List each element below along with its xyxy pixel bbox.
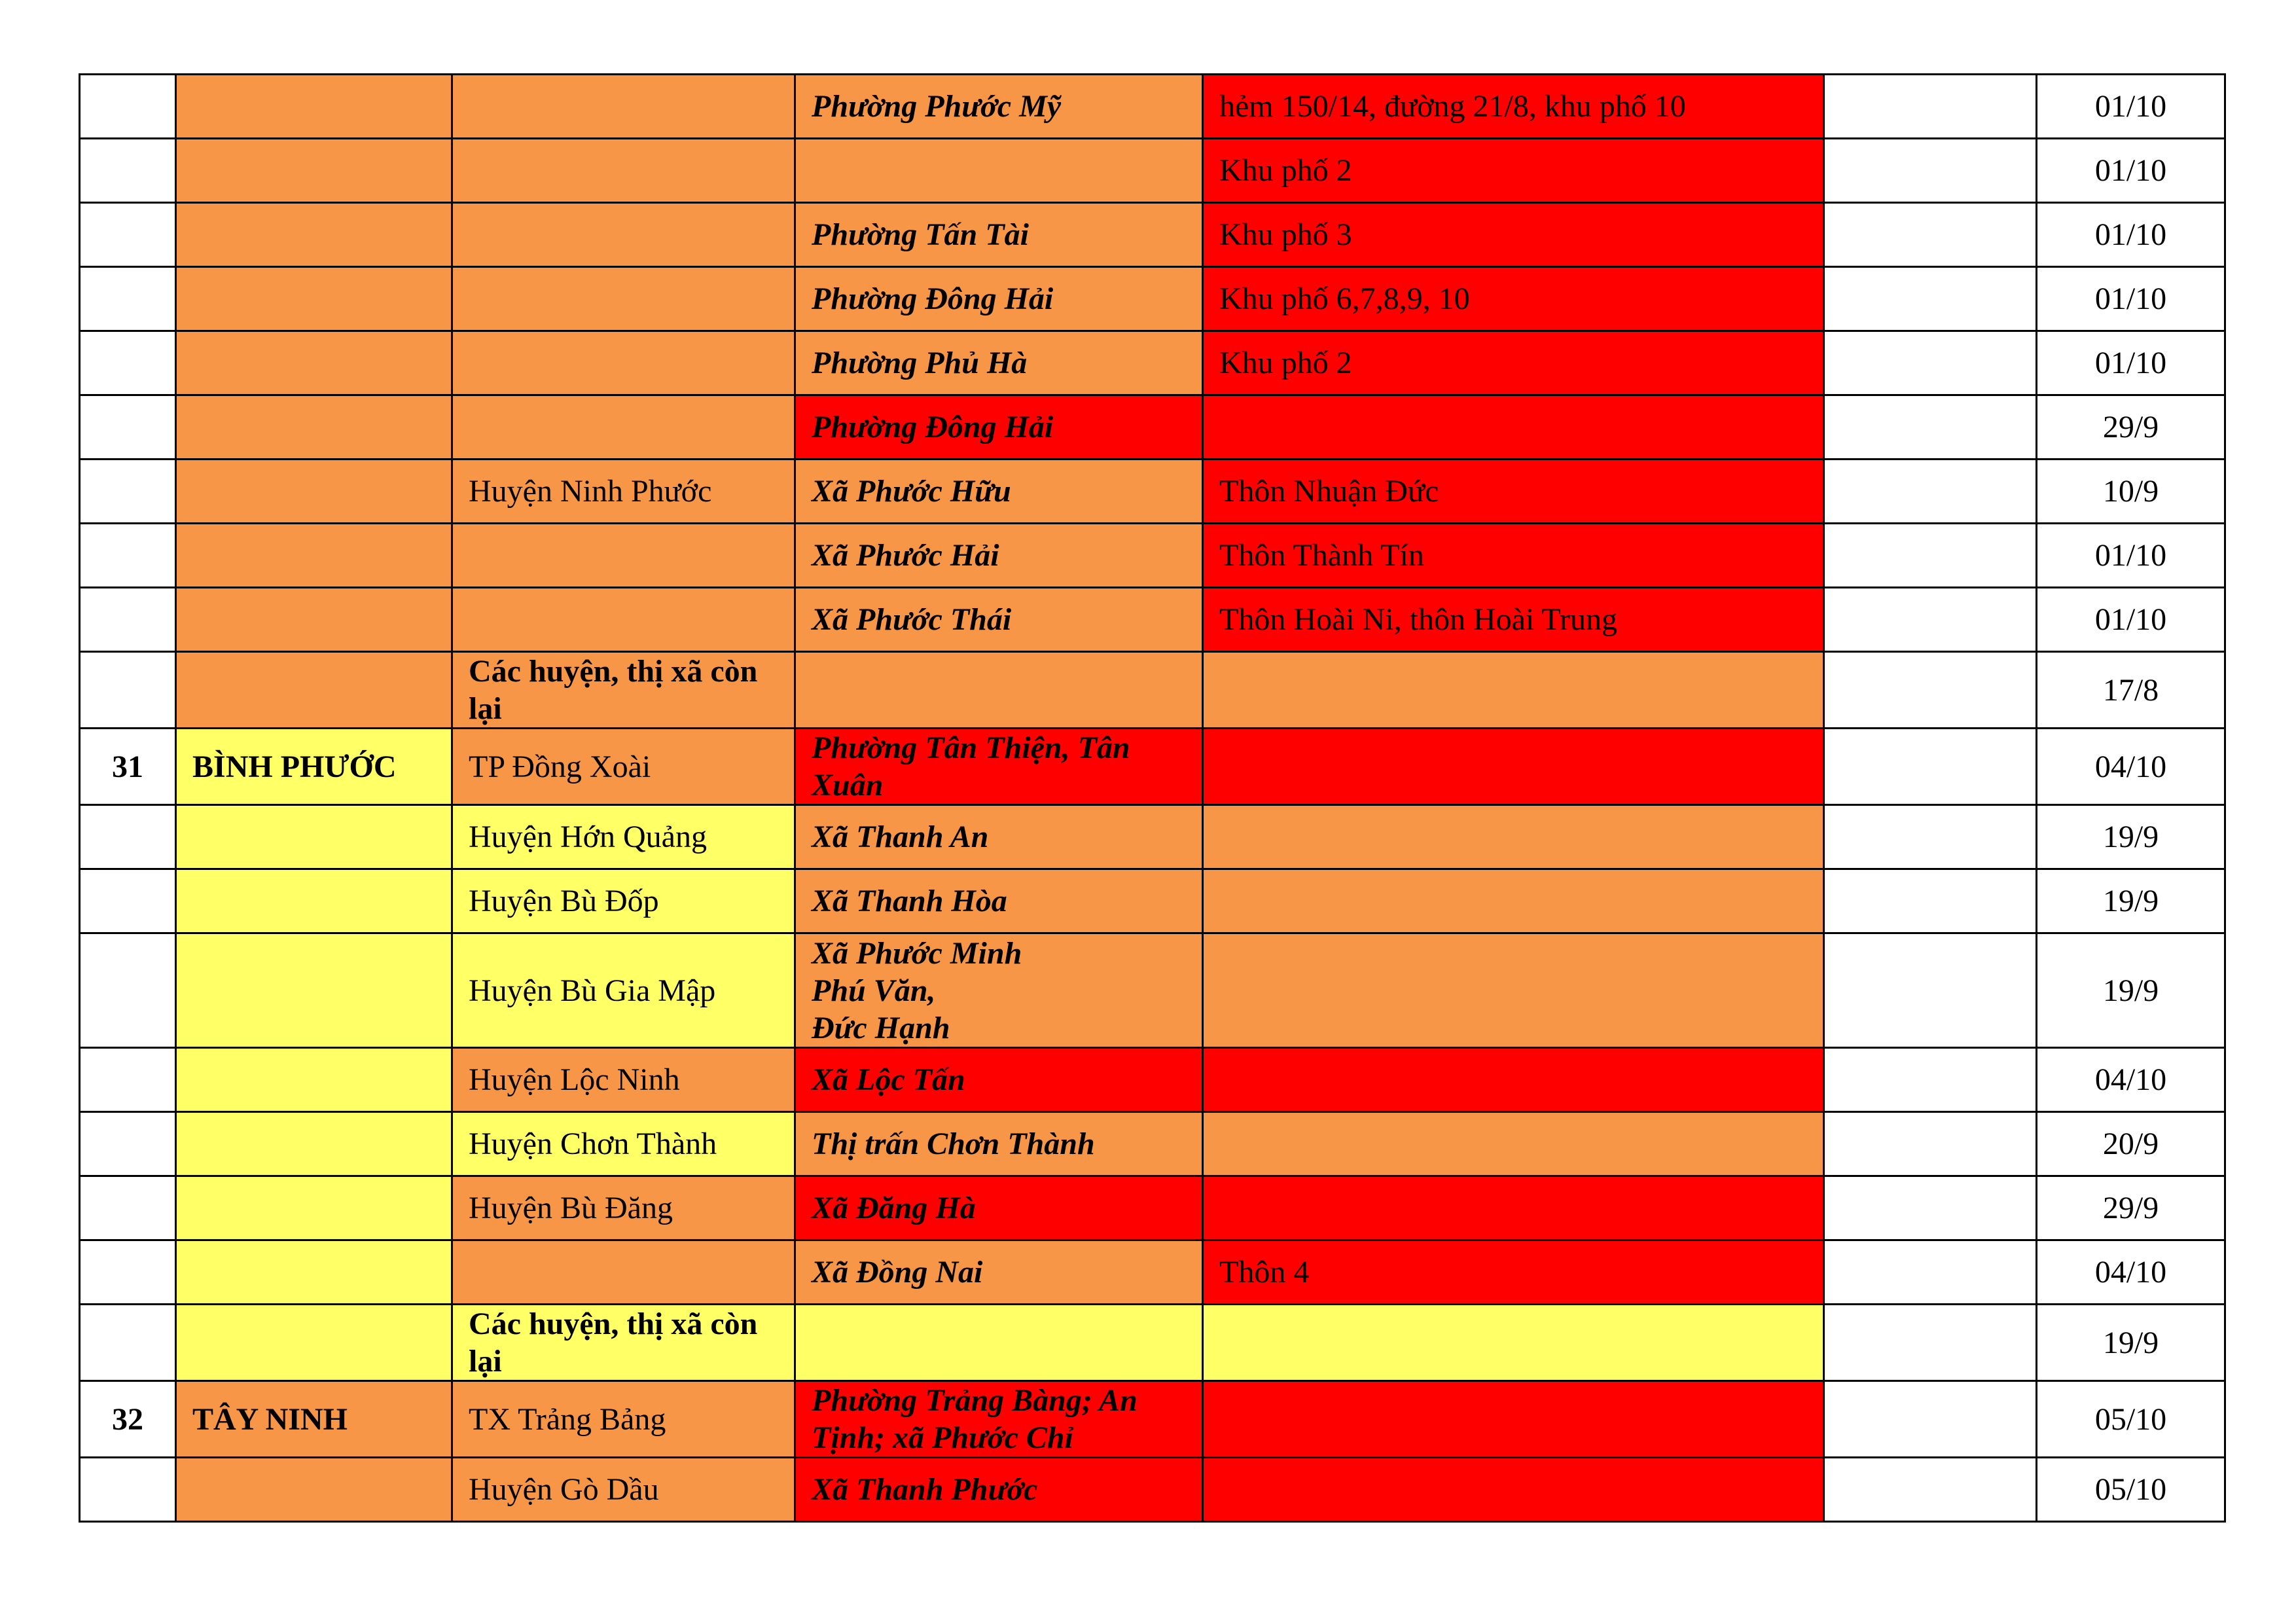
extra-cell — [1824, 331, 2037, 395]
extra-cell — [1824, 1048, 2037, 1112]
district-cell: Huyện Lộc Ninh — [452, 1048, 795, 1112]
date-cell: 19/9 — [2037, 1305, 2225, 1381]
detail-cell: Thôn 4 — [1203, 1240, 1824, 1305]
stt-cell — [80, 75, 176, 139]
covid-zone-table — [79, 73, 2226, 1523]
ward-cell: Phường Tấn Tài — [795, 203, 1203, 267]
extra-cell — [1824, 267, 2037, 331]
district-cell: Huyện Gò Dầu — [452, 1458, 795, 1522]
date-cell: 04/10 — [2037, 1048, 2225, 1112]
district-cell: Các huyện, thị xã còn lại — [452, 652, 795, 729]
ward-cell: Thị trấn Chơn Thành — [795, 1112, 1203, 1176]
table-row — [80, 460, 2225, 524]
date-cell: 10/9 — [2037, 460, 2225, 524]
detail-cell: Khu phố 2 — [1203, 139, 1824, 203]
stt-cell — [80, 1176, 176, 1240]
ward-cell: Xã Phước Hải — [795, 524, 1203, 588]
district-cell — [452, 139, 795, 203]
extra-cell — [1824, 588, 2037, 652]
province-cell: BÌNH PHƯỚC — [176, 729, 452, 805]
district-cell — [452, 588, 795, 652]
date-cell: 01/10 — [2037, 139, 2225, 203]
province-cell — [176, 1176, 452, 1240]
detail-cell: hẻm 150/14, đường 21/8, khu phố 10 — [1203, 75, 1824, 139]
date-cell: 01/10 — [2037, 267, 2225, 331]
stt-cell — [80, 1048, 176, 1112]
district-cell — [452, 395, 795, 460]
table-row — [80, 805, 2225, 869]
extra-cell — [1824, 460, 2037, 524]
stt-cell — [80, 460, 176, 524]
detail-cell — [1203, 933, 1824, 1048]
date-cell: 29/9 — [2037, 395, 2225, 460]
province-cell — [176, 588, 452, 652]
district-cell: Huyện Bù Gia Mập — [452, 933, 795, 1048]
province-cell — [176, 869, 452, 933]
table-row — [80, 1381, 2225, 1458]
date-cell: 01/10 — [2037, 331, 2225, 395]
stt-cell: 31 — [80, 729, 176, 805]
extra-cell — [1824, 75, 2037, 139]
detail-cell — [1203, 729, 1824, 805]
district-cell: Huyện Hớn Quảng — [452, 805, 795, 869]
table-row — [80, 869, 2225, 933]
stt-cell — [80, 267, 176, 331]
district-cell: TP Đồng Xoài — [452, 729, 795, 805]
stt-cell — [80, 1240, 176, 1305]
stt-cell — [80, 588, 176, 652]
province-cell — [176, 1112, 452, 1176]
district-cell: Các huyện, thị xã còn lại — [452, 1305, 795, 1381]
detail-cell — [1203, 1048, 1824, 1112]
district-cell: Huyện Ninh Phước — [452, 460, 795, 524]
ward-cell: Xã Thanh Hòa — [795, 869, 1203, 933]
table-row — [80, 588, 2225, 652]
province-cell — [176, 203, 452, 267]
date-cell: 19/9 — [2037, 933, 2225, 1048]
stt-cell — [80, 331, 176, 395]
ward-cell: Phường Tân Thiện, Tân Xuân — [795, 729, 1203, 805]
stt-cell — [80, 1112, 176, 1176]
ward-cell: Phường Đông Hải — [795, 267, 1203, 331]
detail-cell: Thôn Nhuận Đức — [1203, 460, 1824, 524]
province-cell — [176, 1048, 452, 1112]
table-row — [80, 729, 2225, 805]
stt-cell — [80, 1458, 176, 1522]
date-cell: 20/9 — [2037, 1112, 2225, 1176]
stt-cell — [80, 805, 176, 869]
ward-cell — [795, 933, 1203, 1048]
table-row — [80, 1176, 2225, 1240]
date-cell: 04/10 — [2037, 729, 2225, 805]
stt-cell — [80, 139, 176, 203]
ward-cell — [795, 652, 1203, 729]
extra-cell — [1824, 869, 2037, 933]
date-cell: 01/10 — [2037, 588, 2225, 652]
table-row — [80, 267, 2225, 331]
stt-cell — [80, 395, 176, 460]
stt-cell — [80, 652, 176, 729]
province-cell — [176, 139, 452, 203]
detail-cell — [1203, 869, 1824, 933]
table-row — [80, 524, 2225, 588]
province-cell — [176, 805, 452, 869]
extra-cell — [1824, 1112, 2037, 1176]
province-cell — [176, 1458, 452, 1522]
stt-cell — [80, 933, 176, 1048]
province-cell — [176, 933, 452, 1048]
date-cell: 04/10 — [2037, 1240, 2225, 1305]
province-cell — [176, 524, 452, 588]
ward-cell: Phường Phước Mỹ — [795, 75, 1203, 139]
ward-line: Xã Phước Minh — [812, 935, 1022, 971]
detail-cell — [1203, 1305, 1824, 1381]
detail-cell — [1203, 1176, 1824, 1240]
district-cell — [452, 203, 795, 267]
extra-cell — [1824, 1381, 2037, 1458]
detail-cell — [1203, 1381, 1824, 1458]
ward-cell — [795, 139, 1203, 203]
detail-cell — [1203, 805, 1824, 869]
detail-cell: Thôn Thành Tín — [1203, 524, 1824, 588]
district-cell: Huyện Bù Đốp — [452, 869, 795, 933]
ward-cell: Xã Phước Hữu — [795, 460, 1203, 524]
table-row — [80, 1240, 2225, 1305]
ward-cell: Phường Phủ Hà — [795, 331, 1203, 395]
province-cell — [176, 1305, 452, 1381]
stt-cell: 32 — [80, 1381, 176, 1458]
detail-cell: Khu phố 2 — [1203, 331, 1824, 395]
ward-cell: Xã Đăng Hà — [795, 1176, 1203, 1240]
ward-cell: Xã Đồng Nai — [795, 1240, 1203, 1305]
detail-cell — [1203, 1112, 1824, 1176]
ward-cell: Xã Lộc Tấn — [795, 1048, 1203, 1112]
detail-cell: Khu phố 3 — [1203, 203, 1824, 267]
extra-cell — [1824, 524, 2037, 588]
ward-cell: Phường Đông Hải — [795, 395, 1203, 460]
province-cell: TÂY NINH — [176, 1381, 452, 1458]
stt-cell — [80, 1305, 176, 1381]
date-cell: 01/10 — [2037, 203, 2225, 267]
detail-cell — [1203, 395, 1824, 460]
extra-cell — [1824, 395, 2037, 460]
detail-cell: Khu phố 6,7,8,9, 10 — [1203, 267, 1824, 331]
stt-cell — [80, 869, 176, 933]
district-cell — [452, 267, 795, 331]
ward-cell: Phường Trảng Bàng; An Tịnh; xã Phước Chỉ — [795, 1381, 1203, 1458]
district-cell — [452, 1240, 795, 1305]
extra-cell — [1824, 729, 2037, 805]
table-row — [80, 1112, 2225, 1176]
date-cell: 01/10 — [2037, 75, 2225, 139]
extra-cell — [1824, 1305, 2037, 1381]
date-cell: 01/10 — [2037, 524, 2225, 588]
district-cell — [452, 524, 795, 588]
ward-cell: Xã Thanh An — [795, 805, 1203, 869]
ward-cell — [795, 1305, 1203, 1381]
extra-cell — [1824, 805, 2037, 869]
date-cell: 29/9 — [2037, 1176, 2225, 1240]
district-cell — [452, 75, 795, 139]
province-cell — [176, 395, 452, 460]
ward-cell: Xã Phước Thái — [795, 588, 1203, 652]
table-row — [80, 139, 2225, 203]
extra-cell — [1824, 933, 2037, 1048]
table-row — [80, 331, 2225, 395]
table-row — [80, 933, 2225, 1048]
date-cell: 17/8 — [2037, 652, 2225, 729]
district-cell: TX Trảng Bảng — [452, 1381, 795, 1458]
province-cell — [176, 75, 452, 139]
table-row — [80, 1458, 2225, 1522]
date-cell: 19/9 — [2037, 869, 2225, 933]
province-cell — [176, 1240, 452, 1305]
province-cell — [176, 460, 452, 524]
detail-cell — [1203, 652, 1824, 729]
table-row — [80, 1305, 2225, 1381]
extra-cell — [1824, 1176, 2037, 1240]
province-cell — [176, 267, 452, 331]
detail-cell: Thôn Hoài Ni, thôn Hoài Trung — [1203, 588, 1824, 652]
stt-cell — [80, 524, 176, 588]
extra-cell — [1824, 652, 2037, 729]
province-cell — [176, 331, 452, 395]
ward-cell: Xã Thanh Phước — [795, 1458, 1203, 1522]
detail-cell — [1203, 1458, 1824, 1522]
date-cell: 05/10 — [2037, 1381, 2225, 1458]
ward-line: Đức Hạnh — [812, 1010, 950, 1045]
ward-line: Phú Văn, — [812, 973, 936, 1008]
extra-cell — [1824, 1458, 2037, 1522]
table-row — [80, 75, 2225, 139]
province-cell — [176, 652, 452, 729]
extra-cell — [1824, 203, 2037, 267]
table-row — [80, 652, 2225, 729]
extra-cell — [1824, 1240, 2037, 1305]
table-row — [80, 395, 2225, 460]
date-cell: 05/10 — [2037, 1458, 2225, 1522]
extra-cell — [1824, 139, 2037, 203]
stt-cell — [80, 203, 176, 267]
table-row — [80, 203, 2225, 267]
district-cell: Huyện Chơn Thành — [452, 1112, 795, 1176]
date-cell: 19/9 — [2037, 805, 2225, 869]
table-row — [80, 1048, 2225, 1112]
district-cell — [452, 331, 795, 395]
district-cell: Huyện Bù Đăng — [452, 1176, 795, 1240]
